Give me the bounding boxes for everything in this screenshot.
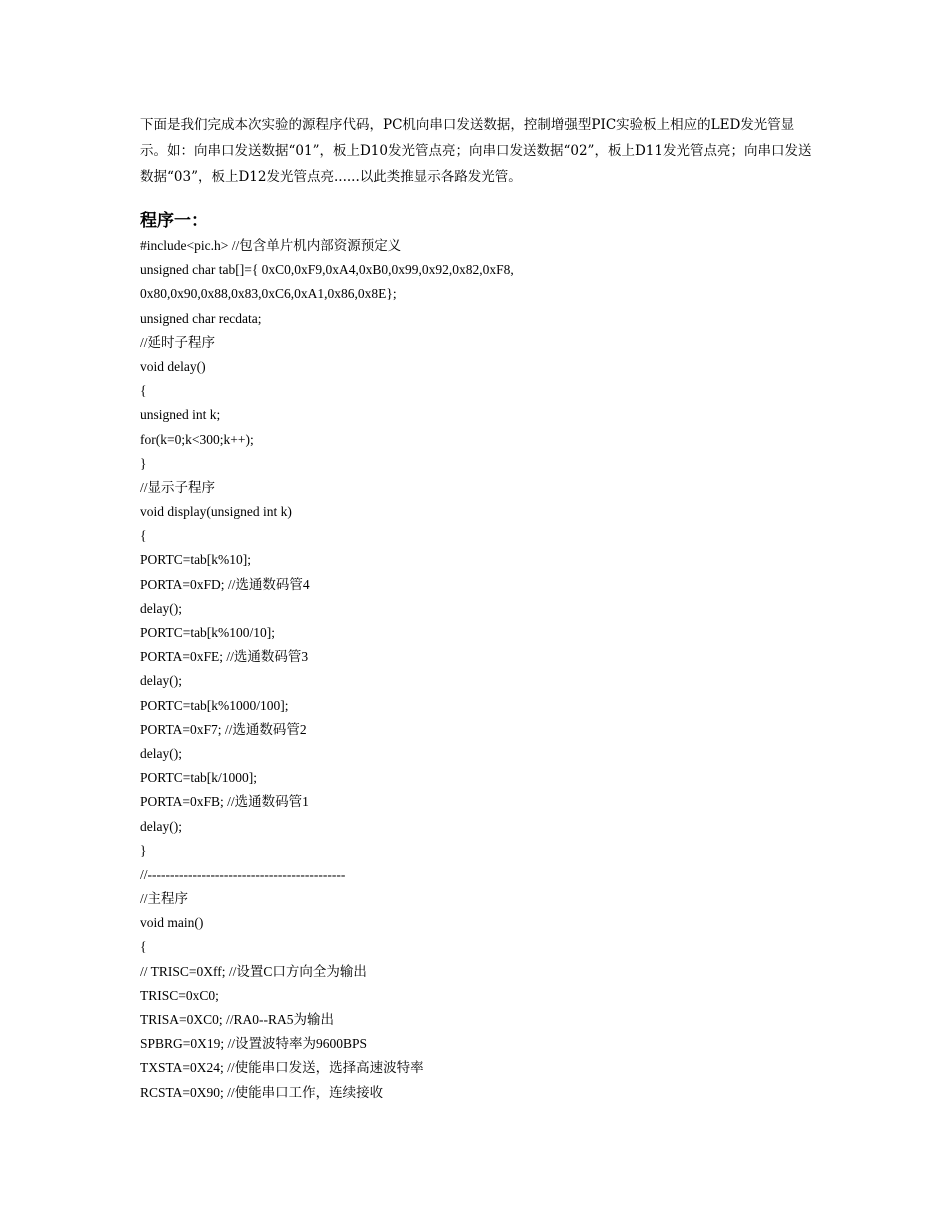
section-title: 程序一： [140,211,208,231]
code-line: //显示子程序 [140,479,216,495]
code-line: delay(); [140,673,182,689]
code-line: TRISC=0xC0; [140,987,219,1003]
code-line: delay(); [140,600,182,616]
code-line: { [140,528,147,544]
code-line: PORTA=0xFE; //选通数码管3 [140,649,309,665]
code-line: SPBRG=0X19; //设置波特率为9600BPS [140,1036,368,1052]
code-line: PORTC=tab[k%10]; [140,552,252,568]
code-line: delay(); [140,745,182,761]
code-line: PORTA=0xF7; //选通数码管2 [140,721,307,737]
code-line: PORTC=tab[k%100/10]; [140,625,276,640]
code-line: } [140,842,147,858]
code-line: PORTA=0xFD; //选通数码管4 [140,576,310,592]
code-line: RCSTA=0X90; //使能串口工作，连续接收 [140,1084,384,1100]
code-listing [140,234,812,1105]
code-line: PORTC=tab[k/1000]; [140,770,258,786]
document-page [140,112,812,1105]
code-line: unsigned char recdata; [140,310,262,326]
code-line: //主程序 [140,891,189,907]
code-line: TXSTA=0X24; //使能串口发送，选择高速波特率 [140,1060,424,1076]
code-line: delay(); [140,818,182,834]
code-line: #include<pic.h> //包含单片机内部资源预定义 [140,238,402,253]
code-line: { [140,939,147,955]
code-line: unsigned int k; [140,407,221,423]
code-line: // TRISC=0Xff; //设置C口方向全为输出 [140,963,367,979]
code-line: TRISA=0XC0; //RA0--RA5为输出 [140,1012,334,1027]
code-line: void main() [140,915,204,931]
code-line: unsigned char tab[]={ 0xC0,0xF9,0xA4,0xB0,0x99,0x92,0x82,0xF8, [140,262,514,278]
intro-paragraph: 下面是我们完成本次实验的源程序代码，PC机向串口发送数据，控制增强型PIC实验板上相应的LED发光管显示。如：向串口发送数据“01”，板上D10发光管点亮；向串口发送数据“02”，板上D11发光管点亮；向串口发送数据“03”，板上D12发光管点亮......以此类推显示各路发光管。 [140,117,812,185]
code-line: //-------------------------------------------- [140,866,346,882]
code-line: 0x80,0x90,0x88,0x83,0xC6,0xA1,0x86,0x8E}; [140,286,397,302]
code-line: PORTC=tab[k%1000/100]; [140,697,289,713]
code-line: //延时子程序 [140,334,216,350]
code-line: void delay() [140,358,206,374]
code-line: } [140,455,147,471]
code-line: void display(unsigned int k) [140,504,292,520]
code-line: PORTA=0xFB; //选通数码管1 [140,794,309,810]
code-line: for(k=0;k<300;k++); [140,431,254,447]
code-line: { [140,383,147,399]
